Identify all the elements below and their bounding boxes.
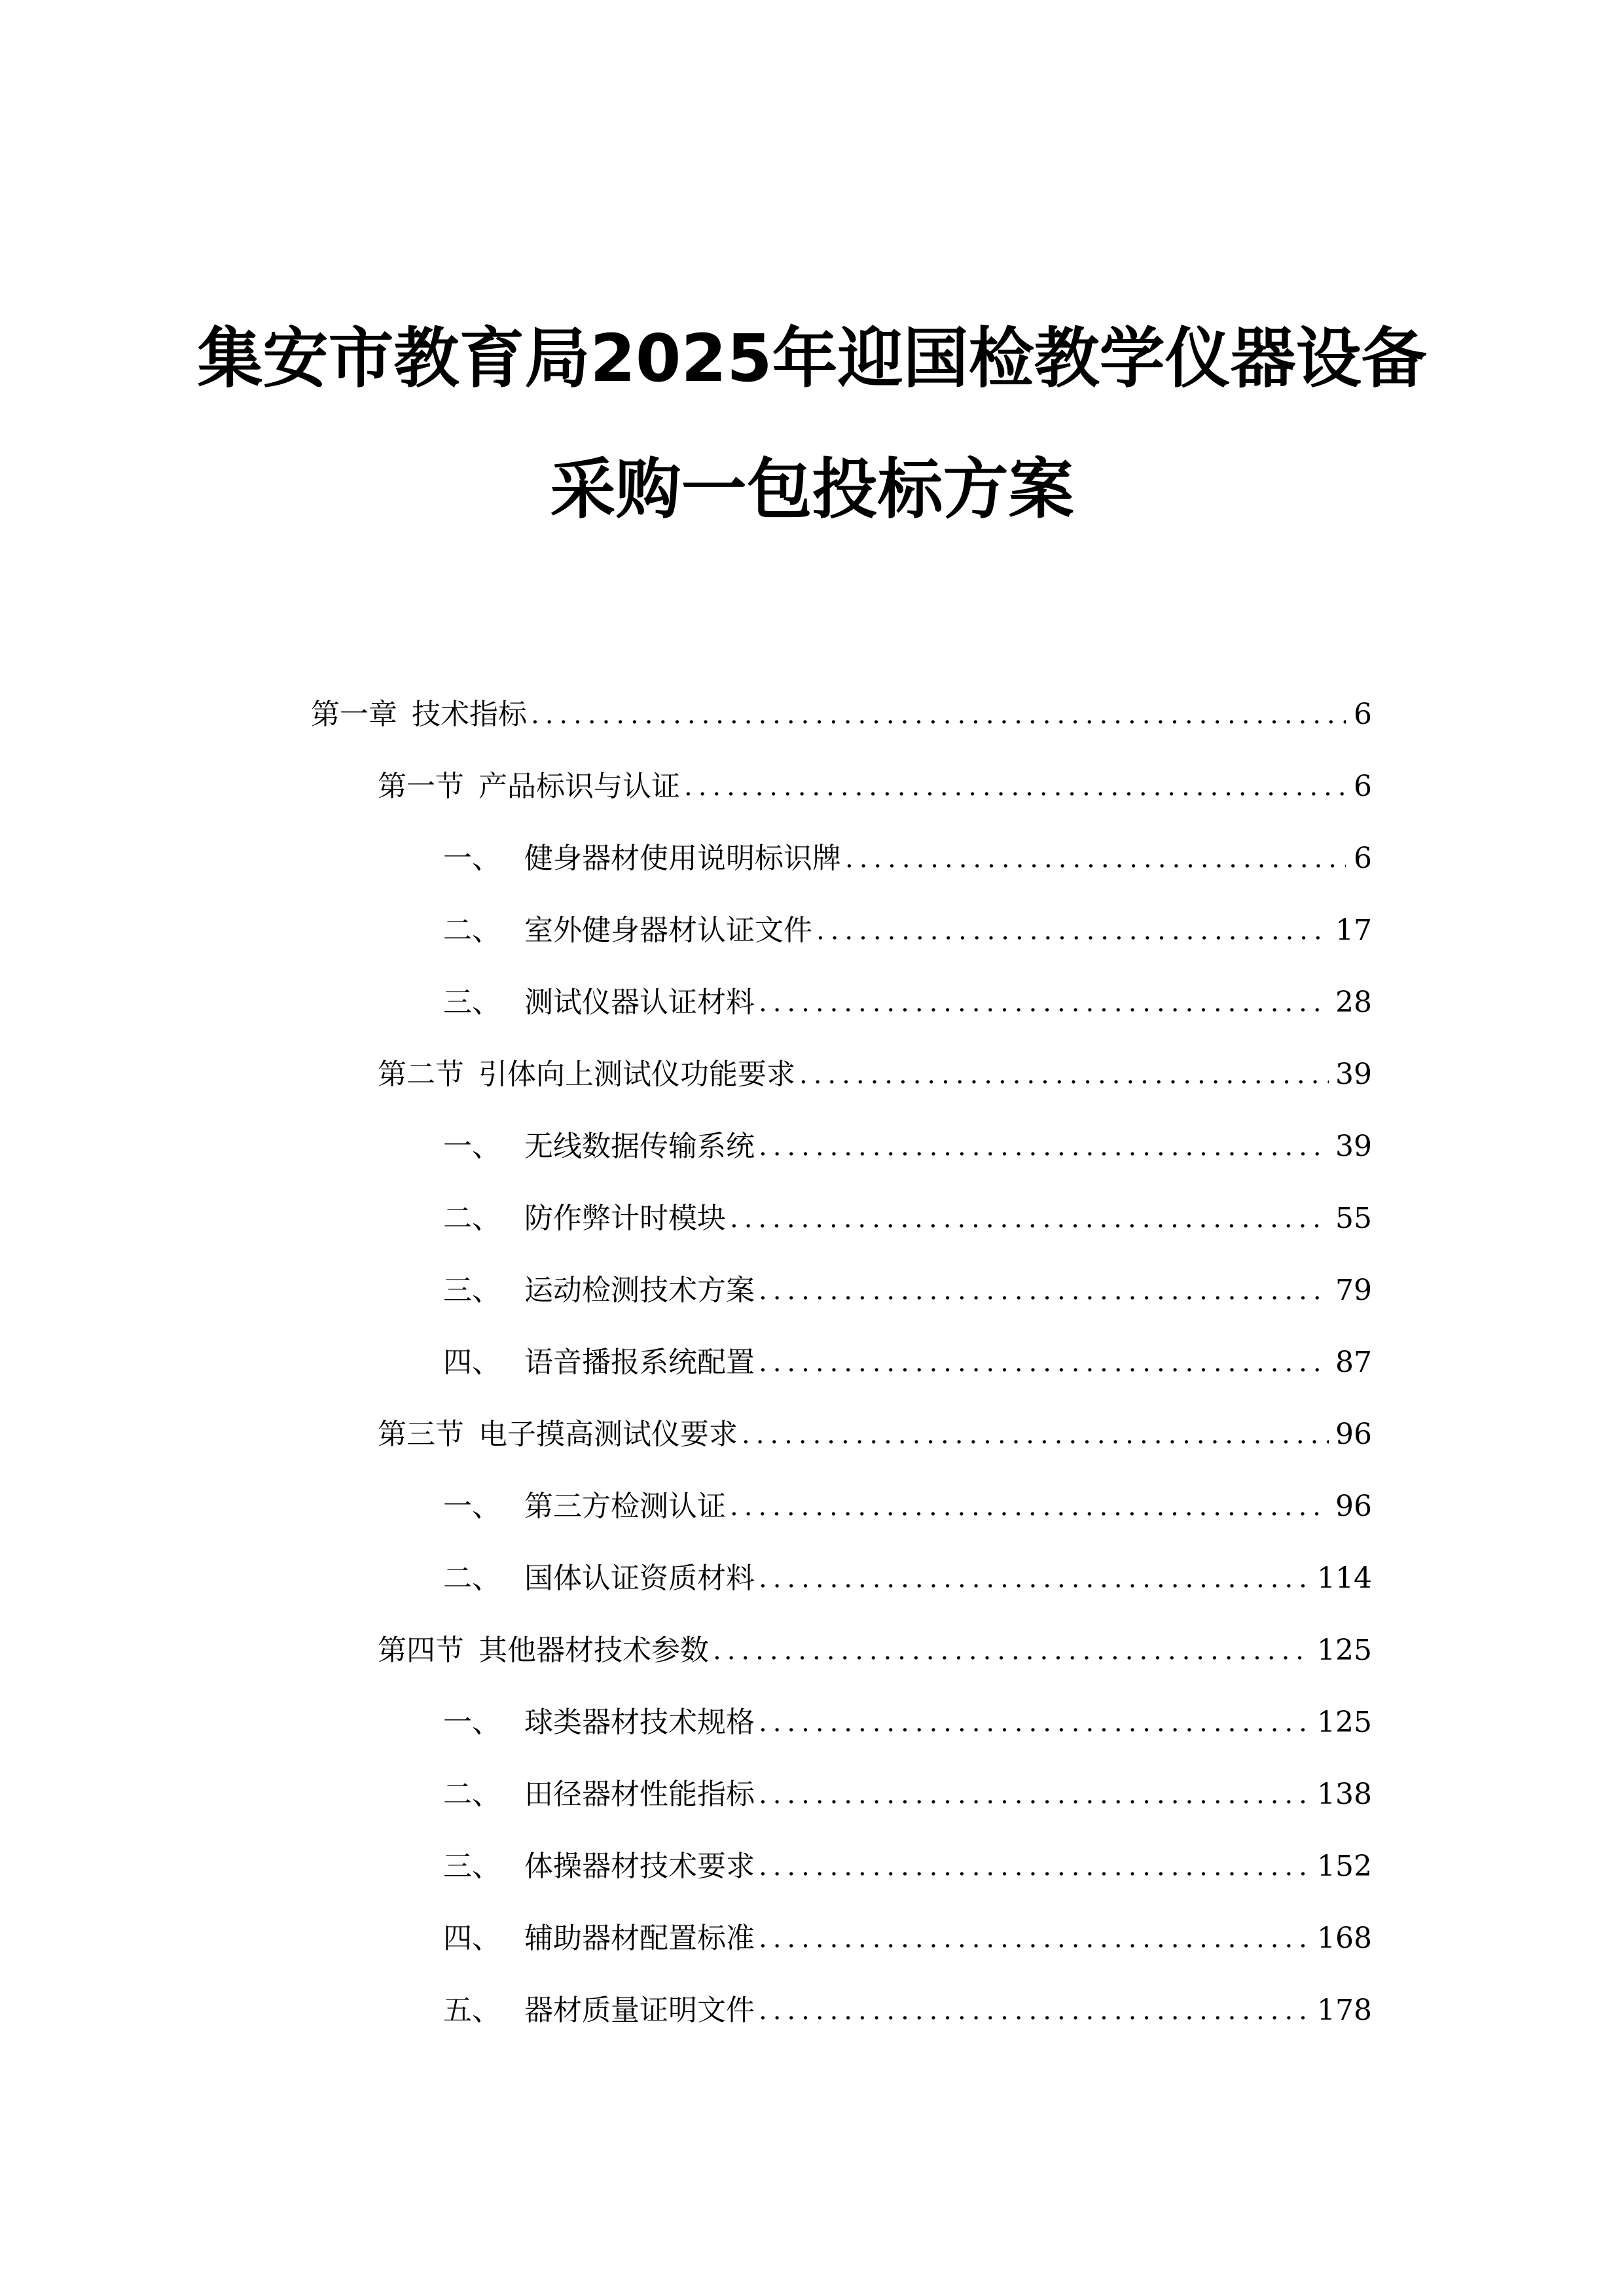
toc-entry-number: 五、 (443, 1994, 501, 2027)
toc-entry-title: 球类器材技术规格 (524, 1706, 755, 1739)
toc-entry-section[interactable] (378, 1415, 1372, 1454)
toc-entry-number: 一、 (443, 1130, 501, 1163)
toc-entry-title: 第三方检测认证 (524, 1490, 726, 1523)
toc-entry-number: 四、 (443, 1922, 501, 1955)
toc-entry-title: 体操器材技术要求 (524, 1850, 755, 1883)
toc-entry-page: 87 (1335, 1346, 1372, 1379)
toc-dot-leader (799, 1055, 1329, 1094)
toc-entry-number: 第三节 (378, 1418, 464, 1451)
toc-dot-leader (759, 1991, 1310, 2030)
toc-entry-item[interactable] (443, 1487, 1372, 1526)
toc-entry-number: 一、 (443, 842, 501, 875)
toc-dot-leader (742, 1415, 1329, 1454)
toc-entry-title: 辅助器材配置标准 (524, 1922, 755, 1955)
toc-entry-page: 39 (1335, 1058, 1372, 1091)
toc-dot-leader (730, 1199, 1329, 1238)
toc-entry-number: 二、 (443, 1202, 501, 1235)
toc-entry-number: 一、 (443, 1706, 501, 1739)
toc-entry-number: 第二节 (378, 1058, 464, 1091)
toc-entry-item[interactable] (443, 1847, 1372, 1886)
document-title-line-2: 采购一包投标方案 (550, 451, 1074, 528)
toc-entry-page: 17 (1335, 914, 1372, 947)
toc-entry-title: 引体向上测试仪功能要求 (478, 1058, 795, 1091)
toc-entry-page: 55 (1335, 1202, 1372, 1235)
toc-entry-page: 6 (1354, 770, 1372, 803)
toc-entry-title: 运动检测技术方案 (524, 1274, 755, 1307)
toc-entry-title: 国体认证资质材料 (524, 1562, 755, 1595)
toc-entry-title: 产品标识与认证 (478, 770, 680, 803)
toc-entry-page: 125 (1317, 1634, 1372, 1667)
document-title-line-1: 集安市教育局2025年迎国检教学仪器设备 (197, 320, 1427, 397)
toc-entry-page: 6 (1354, 842, 1372, 875)
toc-entry-item[interactable] (443, 1703, 1372, 1742)
toc-entry-item[interactable] (443, 1343, 1372, 1382)
toc-entry-number: 第四节 (378, 1634, 464, 1667)
toc-entry-page: 79 (1335, 1274, 1372, 1307)
toc-entry-number: 第一节 (378, 770, 464, 803)
toc-entry-title: 田径器材性能指标 (524, 1778, 755, 1811)
toc-entry-page: 96 (1335, 1418, 1372, 1451)
toc-entry-number: 二、 (443, 914, 501, 947)
toc-entry-item[interactable] (443, 1271, 1372, 1310)
toc-entry-page: 178 (1317, 1994, 1372, 2027)
toc-entry-item[interactable] (443, 1775, 1372, 1814)
toc-entry-number: 二、 (443, 1562, 501, 1595)
toc-dot-leader (759, 1127, 1329, 1166)
toc-entry-section[interactable] (378, 1055, 1372, 1094)
toc-dot-leader (759, 1559, 1310, 1598)
toc-dot-leader (759, 1775, 1310, 1814)
toc-entry-item[interactable] (443, 839, 1372, 878)
toc-dot-leader (759, 983, 1329, 1022)
toc-entry-title: 技术指标 (412, 698, 527, 731)
toc-entry-page: 168 (1317, 1922, 1372, 1955)
toc-entry-title: 室外健身器材认证文件 (524, 914, 812, 947)
toc-entry-number: 第一章 (311, 698, 397, 731)
toc-entry-number: 三、 (443, 1274, 501, 1307)
toc-entry-item[interactable] (443, 1199, 1372, 1238)
toc-entry-item[interactable] (443, 1559, 1372, 1598)
toc-dot-leader (759, 1271, 1329, 1310)
toc-entry-number: 三、 (443, 986, 501, 1019)
toc-entry-number: 四、 (443, 1346, 501, 1379)
toc-entry-page: 6 (1354, 698, 1372, 731)
toc-entry-page: 138 (1317, 1778, 1372, 1811)
toc-dot-leader (684, 767, 1346, 806)
toc-entry-title: 器材质量证明文件 (524, 1994, 755, 2027)
toc-dot-leader (816, 911, 1329, 950)
toc-dot-leader (759, 1919, 1310, 1958)
toc-entry-item[interactable] (443, 911, 1372, 950)
toc-entry-page: 114 (1317, 1562, 1372, 1595)
toc-entry-page: 152 (1317, 1850, 1372, 1883)
toc-dot-leader (759, 1343, 1329, 1382)
toc-entry-title: 无线数据传输系统 (524, 1130, 755, 1163)
toc-entry-title: 防作弊计时模块 (524, 1202, 726, 1235)
toc-entry-title: 健身器材使用说明标识牌 (524, 842, 841, 875)
toc-entry-section[interactable] (378, 1631, 1372, 1670)
toc-dot-leader (713, 1631, 1310, 1670)
toc-entry-item[interactable] (443, 1127, 1372, 1166)
toc-dot-leader (759, 1703, 1310, 1742)
toc-entry-title: 电子摸高测试仪要求 (478, 1418, 738, 1451)
toc-dot-leader (531, 695, 1346, 734)
toc-entry-item[interactable] (443, 1919, 1372, 1958)
toc-entry-number: 二、 (443, 1778, 501, 1811)
toc-dot-leader (730, 1487, 1329, 1526)
toc-entry-item[interactable] (443, 1991, 1372, 2030)
toc-entry-number: 一、 (443, 1490, 501, 1523)
toc-entry-page: 125 (1317, 1706, 1372, 1739)
toc-entry-title: 测试仪器认证材料 (524, 986, 755, 1019)
toc-entry-page: 39 (1335, 1130, 1372, 1163)
toc-dot-leader (759, 1847, 1310, 1886)
toc-entry-chapter[interactable] (311, 695, 1372, 734)
toc-entry-item[interactable] (443, 983, 1372, 1022)
toc-entry-number: 三、 (443, 1850, 501, 1883)
toc-entry-page: 28 (1335, 986, 1372, 1019)
toc-entry-title: 其他器材技术参数 (478, 1634, 709, 1667)
toc-entry-title: 语音播报系统配置 (524, 1346, 755, 1379)
toc-entry-section[interactable] (378, 767, 1372, 806)
toc-entry-page: 96 (1335, 1490, 1372, 1523)
toc-dot-leader (845, 839, 1346, 878)
